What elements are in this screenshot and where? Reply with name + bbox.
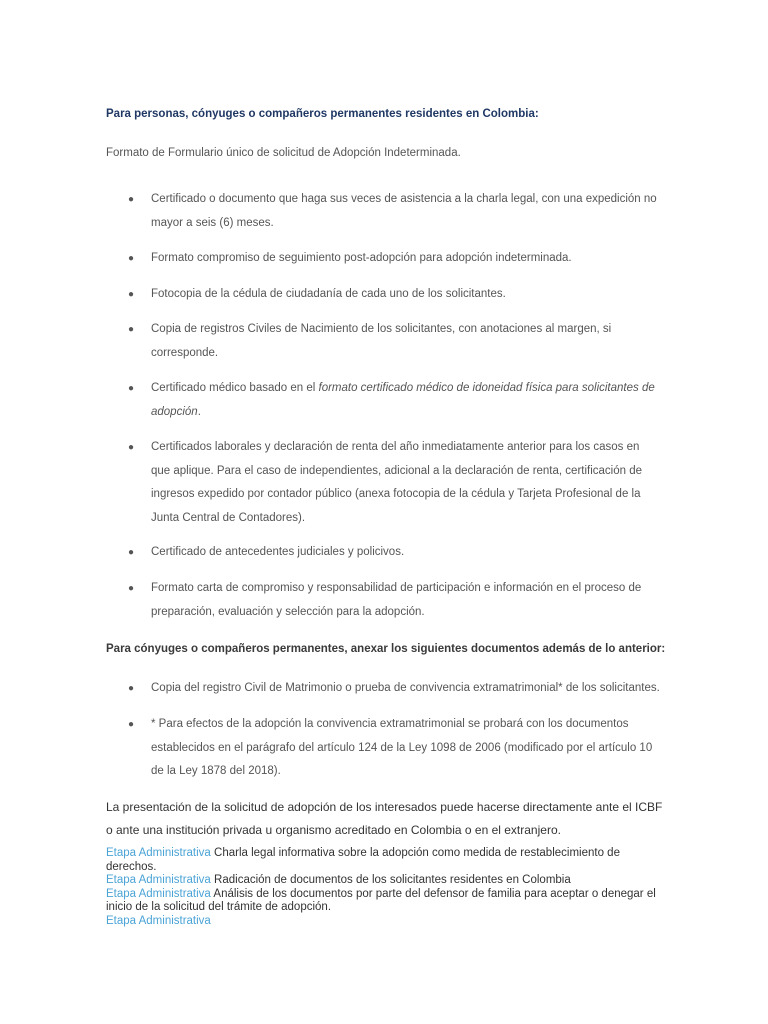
- bullet-icon: ●: [128, 583, 135, 594]
- bullet-icon: ●: [128, 442, 135, 453]
- list-item-text: Certificado de antecedentes judiciales y policivos.: [151, 546, 405, 558]
- list-item-text: Copia de registros Civiles de Nacimiento de los solicitantes, con anotaciones al margen, si corresponde.: [151, 323, 612, 359]
- heading-spouses: Para cónyuges o compañeros permanentes, anexar los siguientes documentos además de lo anterior:: [106, 643, 666, 655]
- bullet-icon: ●: [128, 324, 135, 335]
- stage-link[interactable]: Etapa Administrativa: [106, 847, 211, 859]
- stage-link[interactable]: Etapa Administrativa: [106, 914, 211, 927]
- stage-item: [106, 847, 666, 874]
- stage-text: Análisis de los documentos por parte del defensor de familia para aceptar o denegar el inicio de la solicitud del trámite de adopción.: [106, 887, 656, 913]
- stage-text: Radicación de documentos de los solicitantes residentes en Colombia: [210, 874, 571, 886]
- list-item-text: [151, 377, 661, 424]
- bullet-icon: ●: [128, 683, 135, 694]
- list-item-text: * Para efectos de la adopción la convivencia extramatrimonial se probará con los documentos establecidos en el parágrafo del artículo 124 de la Ley 1098 de 2006 (modificado por el artículo 10 de la Ley 1878 del 2018).: [151, 718, 653, 777]
- medical-text: Certificado médico basado en el: [151, 382, 319, 394]
- intro-form-text: Formato de Formulario único de solicitud de Adopción Indeterminada.: [106, 147, 461, 159]
- heading-residents: Para personas, cónyuges o compañeros permanentes residentes en Colombia:: [106, 108, 539, 120]
- bullet-icon: ●: [128, 547, 135, 558]
- list-item-text: Certificados laborales y declaración de renta del año inmediatamente anterior para los casos en que aplique. Para el caso de independientes, adicional a la declaración de renta, certificación de ingresos expedido por contador público (anexa fotocopia de la cédula y Tarjeta Profesional de la Junta Central de Contadores).: [151, 441, 642, 524]
- list-item-text: Fotocopia de la cédula de ciudadanía de cada uno de los solicitantes.: [151, 288, 506, 300]
- stage-item: [106, 915, 666, 929]
- stage-link[interactable]: Etapa Administrativa: [106, 874, 211, 886]
- list-item-text: Formato carta de compromiso y responsabilidad de participación e información en el proceso de preparación, evaluación y selección para la adopción.: [151, 582, 642, 618]
- medical-after: .: [197, 405, 201, 418]
- list-item-text: Certificado o documento que haga sus veces de asistencia a la charla legal, con una expedición no mayor a seis (6) meses.: [151, 193, 657, 229]
- bullet-icon: ●: [128, 253, 135, 264]
- medical-format-italic: formato certificado médico de idoneidad física para solicitantes de adopción: [151, 382, 655, 418]
- stage-link[interactable]: Etapa Administrativa: [106, 887, 211, 900]
- stage-text: Charla legal informativa sobre la adopción como medida de restablecimiento de derechos.: [106, 847, 620, 873]
- list-item-text: Copia del registro Civil de Matrimonio o prueba de convivencia extramatrimonial* de los solicitantes.: [151, 682, 660, 694]
- presentation-paragraph: La presentación de la solicitud de adopción de los interesados puede hacerse directamente ante el ICBF o ante una institución privada u organismo acreditado en Colombia o en el extranjero.: [106, 800, 663, 837]
- bullet-icon: ●: [128, 719, 135, 730]
- list-item-text: Formato compromiso de seguimiento post-adopción para adopción indeterminada.: [151, 252, 572, 264]
- bullet-icon: ●: [128, 383, 135, 394]
- stages-list: [106, 847, 666, 928]
- bullet-icon: ●: [128, 194, 135, 205]
- stage-item: [106, 888, 666, 915]
- bullet-icon: ●: [128, 289, 135, 300]
- stage-item: [106, 874, 666, 888]
